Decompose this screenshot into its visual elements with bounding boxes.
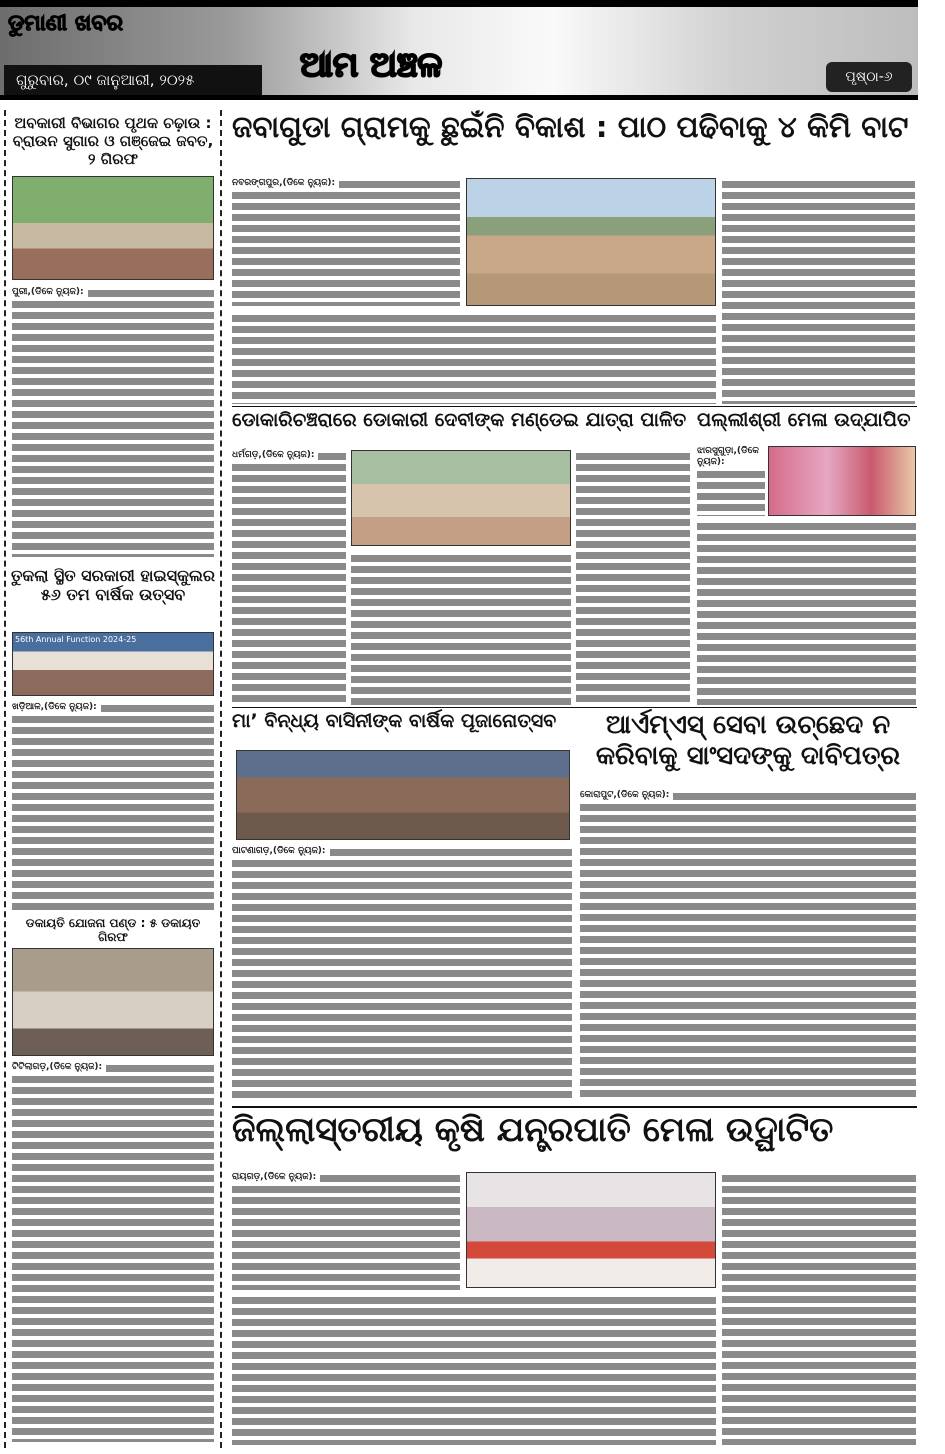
headline: ଡୋକାରିଚଞ୍ଚରାରେ ଡୋକାରୀ ଦେବୀଙ୍କ ମଣ୍ଡେଇ ଯାତ୍ରା ପାଳିତ [232,409,690,447]
dateline: ନବରଙ୍ଗପୁର,(ଡିକେ ନ୍ୟୁଜ): [232,178,339,189]
dateline: ଧର୍ମଗଡ଼,(ଡିକେ ନ୍ୟୁଜ): [232,450,318,461]
photo-banner: 56th Annual Function 2024-25 [15,635,137,644]
section-title: ଆମ ଅଞ୍ଚଳ [300,45,443,85]
headline: ତୁକଲା ସ୍ଥିତ ସରକାରୀ ହାଇସ୍କୁଲର ୫୬ ତମ ବାର୍ଷିକ ଉତ୍ସବ [10,566,216,626]
article-body [722,178,915,404]
article-body [722,1172,916,1445]
news-photo [12,632,214,696]
divider [232,1106,917,1108]
article-body [232,1294,716,1445]
article-body [697,520,916,705]
dateline: ଟିଟିଲାଗଡ଼,(ଡିକେ ନ୍ୟୁଜ): [12,1062,106,1073]
dateline: କୋରାପୁଟ,(ଡିକେ ନ୍ୟୁଜ): [580,790,673,801]
article-body [232,178,460,306]
issue-date: ଗୁରୁବାର, ୦୯ ଜାନୁଆରୀ, ୨୦୨୫ [4,65,262,95]
article-body [697,446,765,516]
article-body [576,450,690,705]
headline: ଜିଲ୍ଲାସ୍ତରୀୟ କୃଷି ଯନ୍ତ୍ରପାତି ମେଳା ଉଦ୍ଘାଟିତ [232,1110,917,1168]
headline: ଅବକାରୀ ବିଭାଗର ପୃଥକ ଚଢ଼ାଉ : ବ୍ରାଉନ ସୁଗାର ଓ ଗଞ୍ଜେଇ ଜବତ, ୨ ଗିରଫ [10,114,216,172]
dateline: ଝାରସୁଗୁଡ଼ା,(ଡିକେ ନ୍ୟୁଜ): [697,446,765,468]
headline: ମା’ ବିନ୍ଧ୍ୟ ବାସିନୀଙ୍କ ବାର୍ଷିକ ପୂଜାନୋତ୍ସବ [232,710,572,746]
news-photo [466,1172,716,1288]
news-photo [236,750,570,840]
dateline: ପୁରୀ,(ଡିକେ ନ୍ୟୁଜ): [12,287,88,298]
divider [232,406,917,407]
article-body [12,1062,214,1442]
headline: ଡକାୟତି ଯୋଜନା ପଣ୍ଡ : ୫ ଡକାୟତ ଗିରଫ [10,916,216,944]
article-body [232,450,346,705]
newspaper-logo: ଡୁମାଣୀ ଖବର [8,11,123,36]
page-number: ପୃଷ୍ଠା-୬ [826,62,912,92]
news-photo [351,450,571,546]
dateline: ରାୟଗଡ଼,(ଡିକେ ନ୍ୟୁଜ): [232,1172,320,1183]
news-photo [768,446,916,516]
article-body [351,552,571,705]
divider [232,707,917,708]
article-body [580,790,916,1101]
news-photo [12,176,214,280]
article-body [232,1172,460,1290]
lead-headline: ଜବାଗୁଡା ଗ୍ରାମକୁ ଛୁଇଁନି ବିକାଶ : ପାଠ ପଢିବାକୁ ୪ କିମି ବାଟ [232,110,917,172]
article-body [12,287,214,557]
dateline: ଖଡ଼ିଆଳ,(ଡିକେ ନ୍ୟୁଜ): [12,702,101,713]
article-body [232,846,572,1101]
article-body [232,312,716,404]
article-body [12,702,214,910]
masthead [0,0,918,100]
headline: ଆର୍ଏମ୍ଏସ୍ ସେବା ଉଚ୍ଛେଦ ନ କରିବାକୁ ସାଂସଦଙ୍କୁ ଦାବିପତ୍ର [580,710,916,786]
dateline: ପାଟଣାଗଡ଼,(ଡିକେ ନ୍ୟୁଜ): [232,846,330,857]
headline: ପଲ୍ଲୀଶ୍ରୀ ମେଳା ଉଦ୍ଯାପିତ [697,409,916,443]
news-photo [12,948,214,1056]
news-photo [466,178,716,306]
